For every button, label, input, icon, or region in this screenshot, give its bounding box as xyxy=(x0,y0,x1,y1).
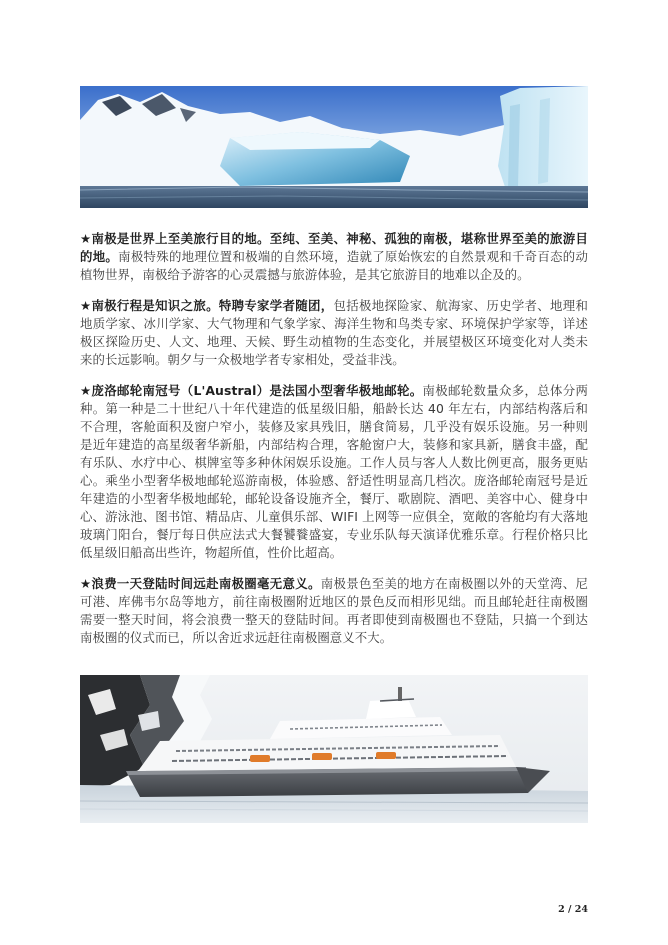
paragraph-lead: ★庞洛邮轮南冠号（L'Austral）是法国小型奢华极地邮轮。 xyxy=(80,383,423,398)
cruise-ship-illustration xyxy=(80,675,588,823)
antarctic-iceberg-illustration xyxy=(80,86,588,208)
paragraph-body: 南极景色至美的地方在南极圈以外的天堂湾、尼可港、库佛韦尔岛等地方，前往南极圈附近地区的景色反而相形见绌。而且邮轮赶往南极圈需要一整天时间，将会浪费一整天的登陆时间。再者即使到南极圈也不登陆，只搞一个到达南极圈的仪式而已，所以舍近求远赶往南极圈意义不大。 xyxy=(80,576,588,645)
paragraph-body: 南极邮轮数量众多，总体分两种。第一种是二十世纪八十年代建造的低星级旧船，船龄长达 40 年左右，内部结构落后和不合理，客舱面积及窗户窄小，装修及家具残旧，膳食简易，几乎没有娱乐设施。另一种则是近年建造的高星级奢华新船，内部结构合理，客舱窗户大，装修和家具新，膳食丰盛，配有乐队、水疗中心、棋牌室等多种休闲娱乐设施。工作人员与客人人数比例更高，服务更贴心。乘坐小型奢华极地邮轮巡游南极，体验感、舒适性明显高几档次。庞洛邮轮南冠号是近年建造的小型奢华极地邮轮，邮轮设备设施齐全，餐厅、歌剧院、酒吧、美容中心、健身中心、游泳池、图书馆、精品店、儿童俱乐部、WIFI 上网等一应俱全，宽敞的客舱均有大落地玻璃门阳台，餐厅每日供应法式大餐饕餮盛宴，专业乐队每天演译优雅乐章。行程价格只比低星级旧船高出些许，物超所值，性价比超高。 xyxy=(80,383,588,560)
paragraph-laustral-cruise xyxy=(80,382,588,562)
cruise-ship-photo xyxy=(80,675,588,823)
paragraph-lead: ★浪费一天登陆时间远赴南极圈毫无意义。 xyxy=(80,576,321,591)
paragraph-lead: ★南极行程是知识之旅。特聘专家学者随团， xyxy=(80,298,334,313)
page-number: 2 / 24 xyxy=(558,904,588,915)
paragraph-antarctica-destination xyxy=(80,230,588,284)
article-body xyxy=(80,230,588,660)
antarctic-iceberg-photo xyxy=(80,86,588,208)
paragraph-lead: ★南极是世界上至美旅行目的地。至纯、至美、神秘、孤独的南极，堪称世界至美的旅游目的地。 xyxy=(80,231,588,264)
paragraph-antarctic-circle xyxy=(80,575,588,647)
paragraph-body: 南极特殊的地理位置和极端的自然环境，造就了原始恢宏的自然景观和千奇百态的动植物世界，南极给予游客的心灵震撼与旅游体验，是其它旅游目的地难以企及的。 xyxy=(80,249,588,282)
paragraph-knowledge-trip xyxy=(80,297,588,369)
paragraph-body: 包括极地探险家、航海家、历史学者、地理和地质学家、冰川学家、大气物理和气象学家、海洋生物和鸟类专家、环境保护学家等，详述极区探险历史、人文、地理、天候、野生动植物的生态变化，并展望极区环境变化对人类未来的长远影响。朝夕与一众极地学者专家相处，受益非浅。 xyxy=(80,298,589,367)
